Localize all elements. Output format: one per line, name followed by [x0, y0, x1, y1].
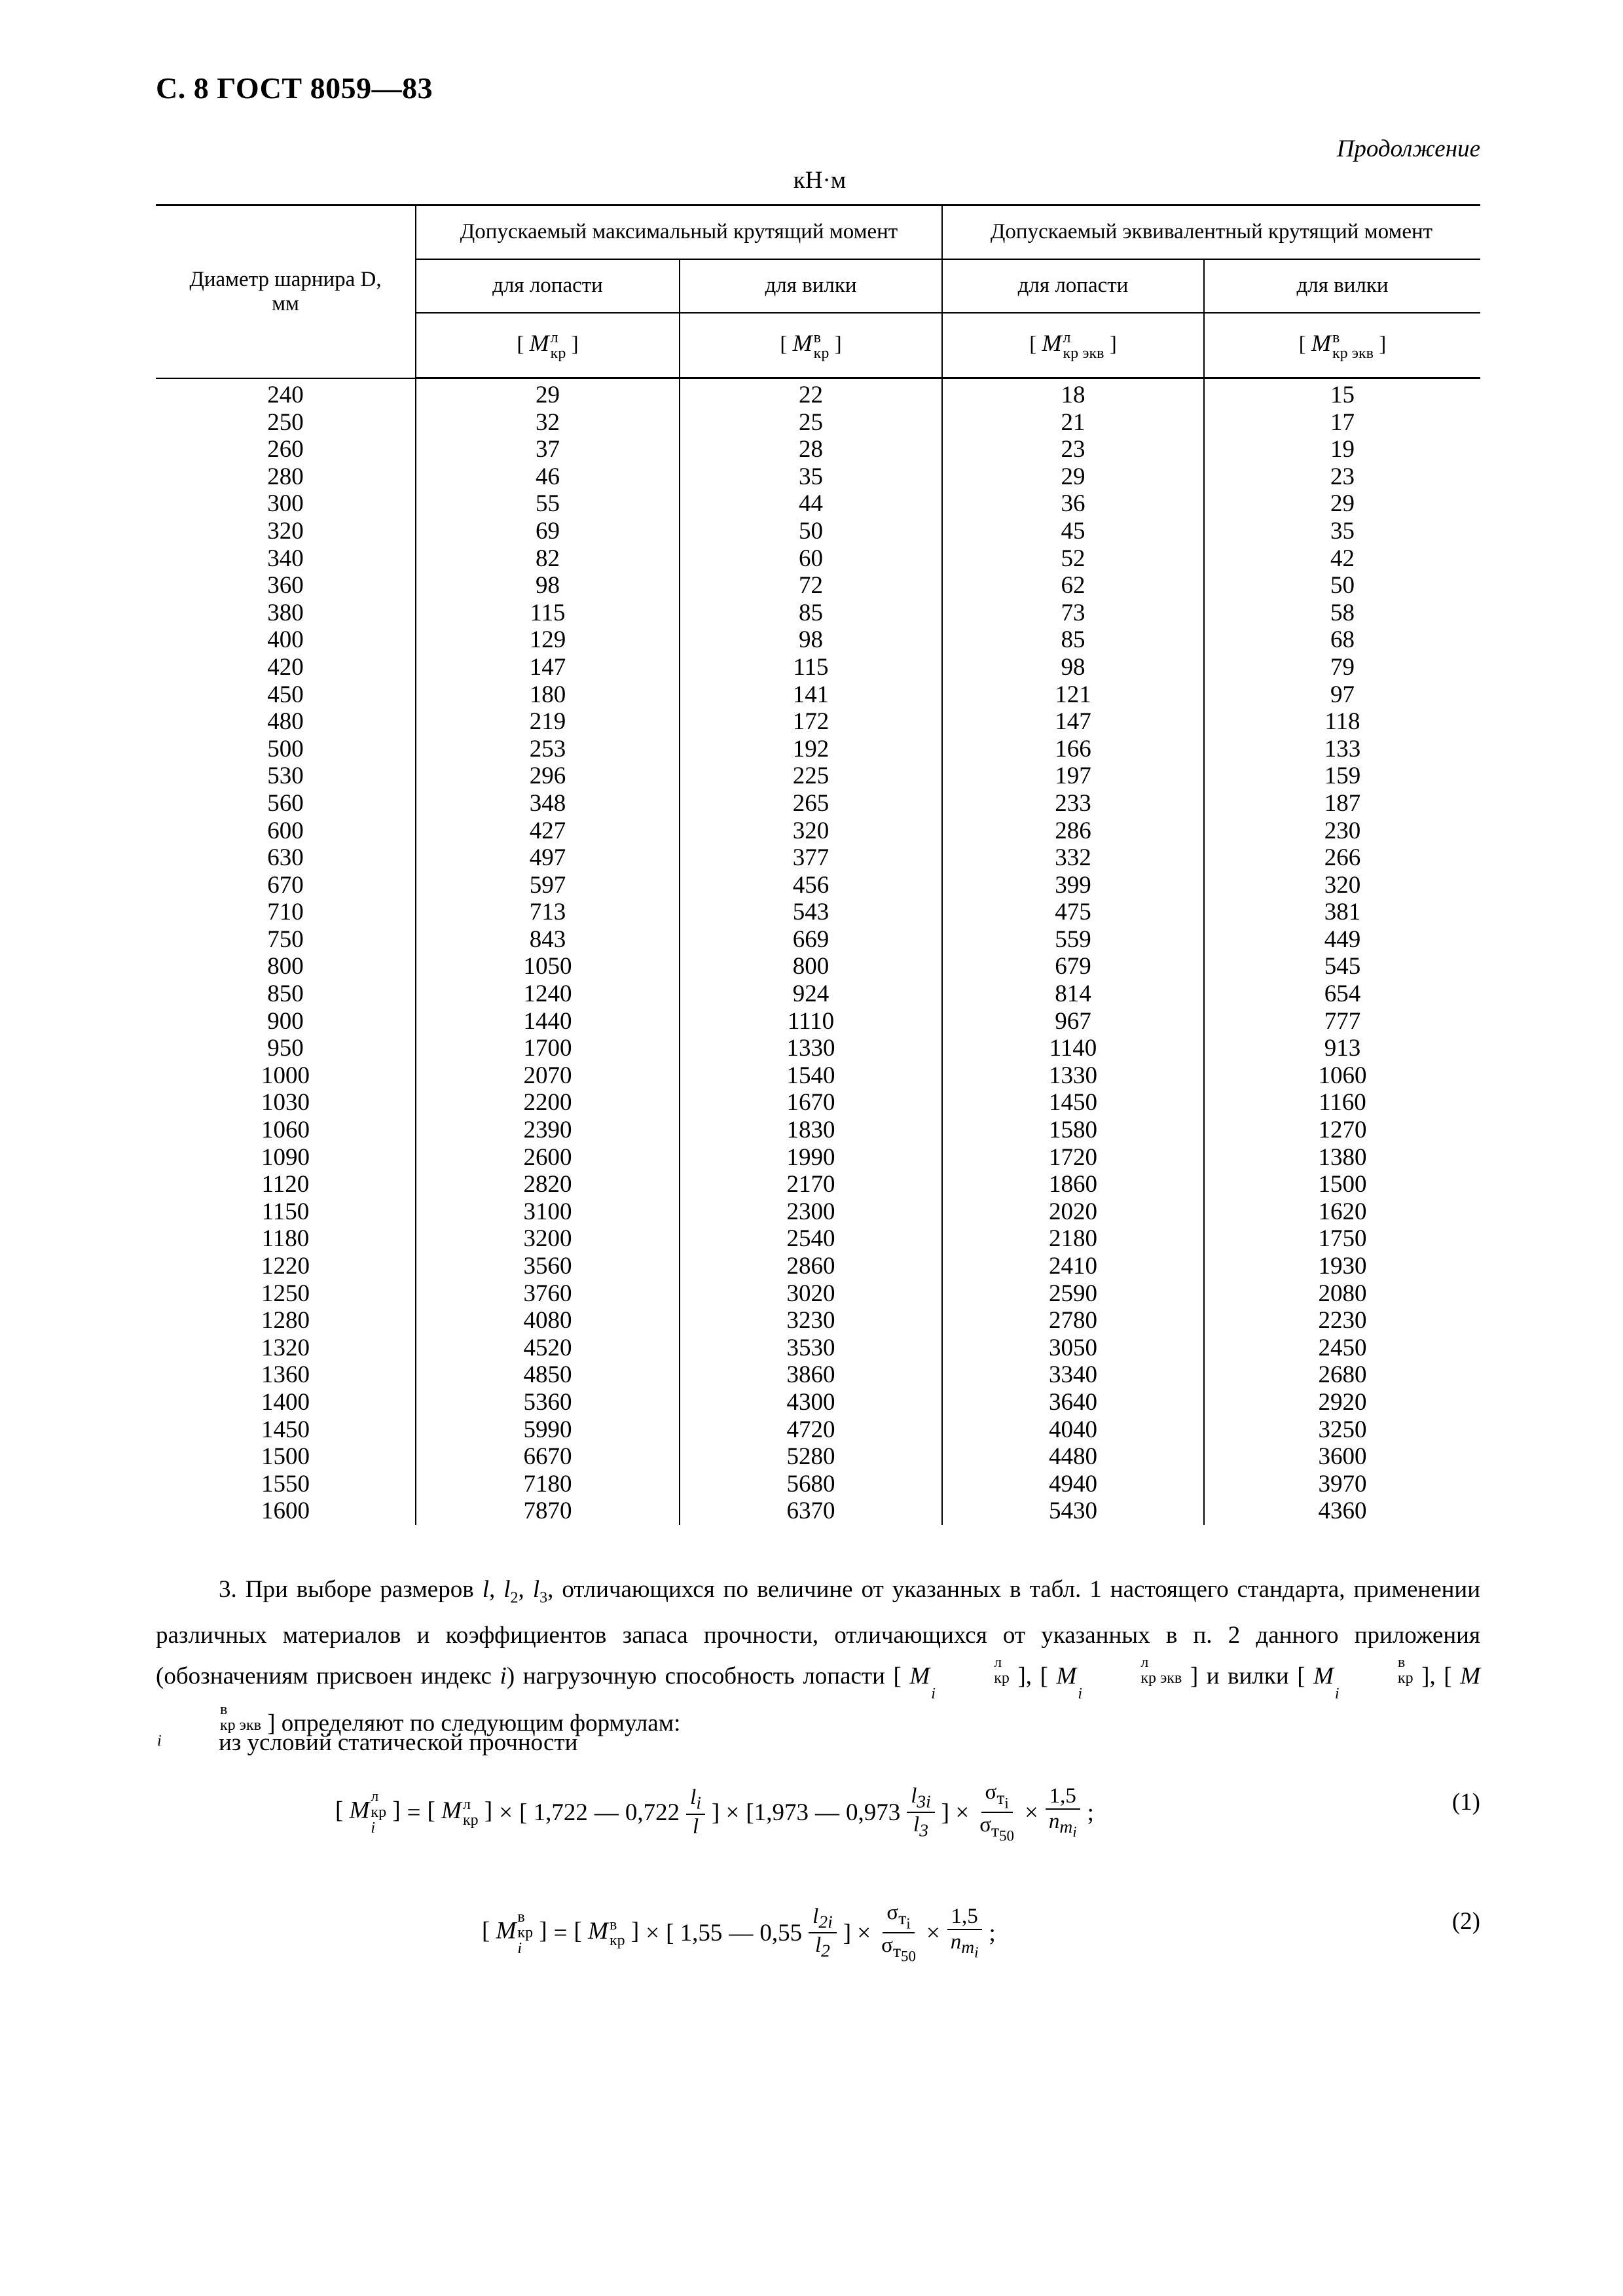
table-cell: 50 — [1204, 572, 1480, 600]
table-cell: 133 — [1204, 736, 1480, 763]
table-cell: 29 — [1204, 490, 1480, 518]
blade-equiv-header: для лопасти — [942, 259, 1204, 313]
table-row — [156, 1416, 1480, 1444]
table-cell: 98 — [680, 626, 942, 654]
table-row — [156, 518, 1480, 545]
equation-number-2: (2) — [1451, 1908, 1480, 1935]
table-row — [156, 1280, 1480, 1308]
table-cell: 4480 — [942, 1443, 1204, 1471]
table-cell: 480 — [156, 708, 416, 736]
blade-max-header: для лопасти — [416, 259, 680, 313]
table-cell: 1030 — [156, 1089, 416, 1117]
table-cell: 1050 — [416, 953, 680, 980]
table-cell: 1450 — [156, 1416, 416, 1444]
table-cell: 22 — [680, 378, 942, 409]
table-cell: 147 — [942, 708, 1204, 736]
table-cell: 360 — [156, 572, 416, 600]
table-cell: 399 — [942, 872, 1204, 899]
table-cell: 68 — [1204, 626, 1480, 654]
table-cell: 52 — [942, 545, 1204, 573]
table-cell: 3760 — [416, 1280, 680, 1308]
table-cell: 3560 — [416, 1253, 680, 1280]
table-cell: 710 — [156, 899, 416, 926]
table-cell: 1090 — [156, 1144, 416, 1172]
table-cell: 1120 — [156, 1171, 416, 1198]
equation-number-1: (1) — [1451, 1789, 1480, 1816]
table-cell: 69 — [416, 518, 680, 545]
table-cell: 1750 — [1204, 1225, 1480, 1253]
table-cell: 950 — [156, 1035, 416, 1062]
table-cell: 475 — [942, 899, 1204, 926]
table-cell: 381 — [1204, 899, 1480, 926]
table-cell: 159 — [1204, 762, 1480, 790]
table-cell: 543 — [680, 899, 942, 926]
table-cell: 2410 — [942, 1253, 1204, 1280]
table-row — [156, 1089, 1480, 1117]
table-cell: 1140 — [942, 1035, 1204, 1062]
table-cell: 2170 — [680, 1171, 942, 1198]
table-cell: 62 — [942, 572, 1204, 600]
table-cell: 42 — [1204, 545, 1480, 573]
table-cell: 2390 — [416, 1117, 680, 1144]
table-cell: 4720 — [680, 1416, 942, 1444]
table-cell: 1060 — [156, 1117, 416, 1144]
fork-equiv-header: для вилки — [1204, 259, 1480, 313]
table-cell: 3640 — [942, 1389, 1204, 1416]
table-row — [156, 1008, 1480, 1035]
table-cell: 679 — [942, 953, 1204, 980]
diameter-header-line1: Диаметр шарнира D, — [189, 267, 382, 291]
table-cell: 2600 — [416, 1144, 680, 1172]
table-cell: 3200 — [416, 1225, 680, 1253]
table-cell: 225 — [680, 762, 942, 790]
table-row — [156, 1335, 1480, 1362]
table-row — [156, 409, 1480, 437]
table-cell: 36 — [942, 490, 1204, 518]
table-cell: 147 — [416, 654, 680, 681]
table-cell: 6670 — [416, 1443, 680, 1471]
table-cell: 6370 — [680, 1498, 942, 1525]
table-cell: 97 — [1204, 681, 1480, 709]
table-cell: 654 — [1204, 980, 1480, 1008]
table-cell: 141 — [680, 681, 942, 709]
max-torque-header: Допускаемый максимальный крутящий момент — [416, 206, 942, 259]
table-cell: 427 — [416, 817, 680, 845]
table-cell: 4080 — [416, 1307, 680, 1335]
table-row — [156, 1443, 1480, 1471]
table-cell: 1720 — [942, 1144, 1204, 1172]
page-header: С. 8 ГОСТ 8059—83 — [156, 71, 433, 105]
table-cell: 129 — [416, 626, 680, 654]
table-row — [156, 600, 1480, 627]
table-cell: 21 — [942, 409, 1204, 437]
table-cell: 600 — [156, 817, 416, 845]
table-cell: 777 — [1204, 1008, 1480, 1035]
table-cell: 5430 — [942, 1498, 1204, 1525]
table-cell: 3250 — [1204, 1416, 1480, 1444]
continuation-label: Продолжение — [1336, 135, 1480, 162]
table-cell: 98 — [416, 572, 680, 600]
table-cell: 2230 — [1204, 1307, 1480, 1335]
table-cell: 1250 — [156, 1280, 416, 1308]
table-cell: 7870 — [416, 1498, 680, 1525]
table-cell: 265 — [680, 790, 942, 817]
table-cell: 3230 — [680, 1307, 942, 1335]
table-cell: 280 — [156, 463, 416, 491]
table-cell: 44 — [680, 490, 942, 518]
table-row — [156, 490, 1480, 518]
table-cell: 1380 — [1204, 1144, 1480, 1172]
table-cell: 18 — [942, 378, 1204, 409]
table-cell: 3530 — [680, 1335, 942, 1362]
table-cell: 32 — [416, 409, 680, 437]
table-row — [156, 654, 1480, 681]
table-row — [156, 681, 1480, 709]
table-cell: 669 — [680, 926, 942, 954]
table-cell: 3020 — [680, 1280, 942, 1308]
table-row — [156, 736, 1480, 763]
table-cell: 2860 — [680, 1253, 942, 1280]
table-row — [156, 1361, 1480, 1389]
table-cell: 2450 — [1204, 1335, 1480, 1362]
table-cell: 115 — [416, 600, 680, 627]
table-cell: 597 — [416, 872, 680, 899]
table-cell: 266 — [1204, 844, 1480, 872]
table-row — [156, 817, 1480, 845]
table-row — [156, 545, 1480, 573]
table-cell: 560 — [156, 790, 416, 817]
table-cell: 340 — [156, 545, 416, 573]
table-cell: 37 — [416, 436, 680, 463]
table-cell: 29 — [942, 463, 1204, 491]
table-row — [156, 872, 1480, 899]
table-cell: 320 — [1204, 872, 1480, 899]
table-row — [156, 953, 1480, 980]
table-row — [156, 1035, 1480, 1062]
table-cell: 2080 — [1204, 1280, 1480, 1308]
table-cell: 377 — [680, 844, 942, 872]
table-cell: 1580 — [942, 1117, 1204, 1144]
table-cell: 1280 — [156, 1307, 416, 1335]
table-cell: 1240 — [416, 980, 680, 1008]
table-cell: 29 — [416, 378, 680, 409]
paragraph-3: 3. При выборе размеров l, $l_2$, $l_3$, отличающихся по величине от указанных в табл. 1 настоящего стандарта, применении различных материалов и коэффициентов запаса прочности, отличающихся от указанных в п. 2 данного приложения (обозначениям присвоен индекс i) нагрузочную способность лопасти [ M л кр i ], [ M л кр экв i ] и вилки [ M в кр i ], [ M в кр экв i ] определяют по следующим формулам: — [156, 1576, 1481, 1750]
table-cell: 2200 — [416, 1089, 680, 1117]
table-row — [156, 708, 1480, 736]
table-cell: 192 — [680, 736, 942, 763]
table-cell: 23 — [1204, 463, 1480, 491]
equiv-torque-header: Допускаемый эквивалентный крутящий момент — [942, 206, 1480, 259]
table-cell: 1550 — [156, 1471, 416, 1498]
table-cell: 967 — [942, 1008, 1204, 1035]
table-cell: 1220 — [156, 1253, 416, 1280]
table-cell: 332 — [942, 844, 1204, 872]
table-cell: 72 — [680, 572, 942, 600]
diameter-header-line2: мм — [272, 291, 299, 315]
table-cell: 4300 — [680, 1389, 942, 1416]
table-cell: 449 — [1204, 926, 1480, 954]
formula-2: [ M в кр i ] = [ M в кр ] × [ 1,55 — 0,55 $\frac{l_{2i}}{l_2}$ ] × $\frac{\sigma_{т_i}}{\sigma_{т_{50}}}$ × $\frac{1,5}{n_{т_i}}$ ; — [482, 1901, 996, 1965]
table-row — [156, 1253, 1480, 1280]
fork-max-header: для вилки — [680, 259, 942, 313]
diameter-header — [156, 206, 416, 378]
table-cell: 1830 — [680, 1117, 942, 1144]
table-cell: 85 — [680, 600, 942, 627]
table-cell: 2820 — [416, 1171, 680, 1198]
table-cell: 1180 — [156, 1225, 416, 1253]
table-cell: 25 — [680, 409, 942, 437]
table-cell: 380 — [156, 600, 416, 627]
table-cell: 2300 — [680, 1198, 942, 1226]
table-row — [156, 980, 1480, 1008]
table-cell: 814 — [942, 980, 1204, 1008]
table-cell: 1360 — [156, 1361, 416, 1389]
table-cell: 58 — [1204, 600, 1480, 627]
table-cell: 60 — [680, 545, 942, 573]
table-cell: 456 — [680, 872, 942, 899]
table-cell: 3600 — [1204, 1443, 1480, 1471]
table-cell: 4940 — [942, 1471, 1204, 1498]
table-cell: 296 — [416, 762, 680, 790]
table-row — [156, 463, 1480, 491]
table-cell: 1600 — [156, 1498, 416, 1525]
table-row — [156, 1471, 1480, 1498]
table-cell: 500 — [156, 736, 416, 763]
table-cell: 3050 — [942, 1335, 1204, 1362]
table-cell: 98 — [942, 654, 1204, 681]
table-cell: 50 — [680, 518, 942, 545]
table-cell: 800 — [156, 953, 416, 980]
table-cell: 253 — [416, 736, 680, 763]
table-row — [156, 1389, 1480, 1416]
table-cell: 79 — [1204, 654, 1480, 681]
table-cell: 35 — [1204, 518, 1480, 545]
table-cell: 843 — [416, 926, 680, 954]
table-cell: 219 — [416, 708, 680, 736]
table-row — [156, 1198, 1480, 1226]
table-cell: 46 — [416, 463, 680, 491]
table-cell: 166 — [942, 736, 1204, 763]
table-cell: 924 — [680, 980, 942, 1008]
table-cell: 240 — [156, 378, 416, 409]
table-cell: 1330 — [942, 1062, 1204, 1090]
table-cell: 55 — [416, 490, 680, 518]
table-row — [156, 1144, 1480, 1172]
table-cell: 197 — [942, 762, 1204, 790]
table-cell: 1700 — [416, 1035, 680, 1062]
table-cell: 1670 — [680, 1089, 942, 1117]
formula-1: [ M л кр i ] = [ M л кр ] × [ 1,722 — 0,722 $\frac{l_i}{l}$ ] × [1,973 — 0,973 $\frac{l_{3i}}{l_3}$ ] × $\frac{\sigma_{т_i}}{\sigma_{т_{50}}}$ × $\frac{1,5}{n_{т_i}}$ ; — [335, 1780, 1094, 1844]
table-cell: 320 — [156, 518, 416, 545]
table-cell: 320 — [680, 817, 942, 845]
table-cell: 15 — [1204, 378, 1480, 409]
table-cell: 85 — [942, 626, 1204, 654]
table-cell: 850 — [156, 980, 416, 1008]
table-cell: 3860 — [680, 1361, 942, 1389]
table-cell: 4520 — [416, 1335, 680, 1362]
table-cell: 1330 — [680, 1035, 942, 1062]
table-cell: 230 — [1204, 817, 1480, 845]
table-cell: 1150 — [156, 1198, 416, 1226]
table-row — [156, 844, 1480, 872]
table-row — [156, 1307, 1480, 1335]
symbol-fork-equiv: [ M в кр экв ] — [1204, 313, 1480, 378]
table-cell: 1500 — [156, 1443, 416, 1471]
table-cell: 4360 — [1204, 1498, 1480, 1525]
table-cell: 23 — [942, 436, 1204, 463]
table-cell: 1270 — [1204, 1117, 1480, 1144]
table-cell: 1440 — [416, 1008, 680, 1035]
table-cell: 1110 — [680, 1008, 942, 1035]
table-cell: 250 — [156, 409, 416, 437]
table-cell: 180 — [416, 681, 680, 709]
table-cell: 233 — [942, 790, 1204, 817]
table-row — [156, 1171, 1480, 1198]
table-row — [156, 899, 1480, 926]
table-cell: 5680 — [680, 1471, 942, 1498]
table-cell: 187 — [1204, 790, 1480, 817]
table-cell: 2540 — [680, 1225, 942, 1253]
table-cell: 17 — [1204, 409, 1480, 437]
table-row — [156, 572, 1480, 600]
table-cell: 559 — [942, 926, 1204, 954]
table-cell: 3970 — [1204, 1471, 1480, 1498]
symbol-fork-max: [ M в кр ] — [680, 313, 942, 378]
table-cell: 118 — [1204, 708, 1480, 736]
table-cell: 1540 — [680, 1062, 942, 1090]
table-row — [156, 790, 1480, 817]
table-cell: 28 — [680, 436, 942, 463]
table-cell: 1400 — [156, 1389, 416, 1416]
table-cell: 750 — [156, 926, 416, 954]
unit-label: кН·м — [793, 167, 847, 194]
table-row — [156, 762, 1480, 790]
table-row — [156, 1062, 1480, 1090]
table-cell: 1160 — [1204, 1089, 1480, 1117]
table-cell: 286 — [942, 817, 1204, 845]
table-cell: 1620 — [1204, 1198, 1480, 1226]
table-cell: 1000 — [156, 1062, 416, 1090]
table-cell: 800 — [680, 953, 942, 980]
table-row — [156, 926, 1480, 954]
table-cell: 3100 — [416, 1198, 680, 1226]
table-cell: 913 — [1204, 1035, 1480, 1062]
table-cell: 5280 — [680, 1443, 942, 1471]
table-cell: 2780 — [942, 1307, 1204, 1335]
table-row — [156, 1117, 1480, 1144]
table-cell: 400 — [156, 626, 416, 654]
table-cell: 45 — [942, 518, 1204, 545]
table-cell: 545 — [1204, 953, 1480, 980]
table-cell: 900 — [156, 1008, 416, 1035]
table-cell: 348 — [416, 790, 680, 817]
table-cell: 4850 — [416, 1361, 680, 1389]
table-cell: 35 — [680, 463, 942, 491]
table-cell: 497 — [416, 844, 680, 872]
table-cell: 1500 — [1204, 1171, 1480, 1198]
table-cell: 300 — [156, 490, 416, 518]
table-cell: 1320 — [156, 1335, 416, 1362]
table-cell: 260 — [156, 436, 416, 463]
table-cell: 2680 — [1204, 1361, 1480, 1389]
table-cell: 82 — [416, 545, 680, 573]
table-cell: 5360 — [416, 1389, 680, 1416]
static-condition-text: из условий статической прочности — [219, 1729, 578, 1756]
table-cell: 115 — [680, 654, 942, 681]
table-cell: 1060 — [1204, 1062, 1480, 1090]
table-cell: 670 — [156, 872, 416, 899]
table-cell: 1990 — [680, 1144, 942, 1172]
table-cell: 3340 — [942, 1361, 1204, 1389]
table-cell: 73 — [942, 600, 1204, 627]
table-row — [156, 378, 1480, 409]
table-cell: 5990 — [416, 1416, 680, 1444]
table-cell: 172 — [680, 708, 942, 736]
table-row — [156, 1498, 1480, 1525]
table-cell: 630 — [156, 844, 416, 872]
table-row — [156, 1225, 1480, 1253]
table-cell: 450 — [156, 681, 416, 709]
table-cell: 121 — [942, 681, 1204, 709]
symbol-blade-equiv: [ M л кр экв ] — [942, 313, 1204, 378]
table-cell: 19 — [1204, 436, 1480, 463]
table-cell: 420 — [156, 654, 416, 681]
symbol-blade-max: [ M л кр ] — [416, 313, 680, 378]
table-cell: 4040 — [942, 1416, 1204, 1444]
table-row — [156, 626, 1480, 654]
table-cell: 1450 — [942, 1089, 1204, 1117]
table-cell: 7180 — [416, 1471, 680, 1498]
table-cell: 1930 — [1204, 1253, 1480, 1280]
table-row — [156, 436, 1480, 463]
table-cell: 1860 — [942, 1171, 1204, 1198]
table-cell: 2590 — [942, 1280, 1204, 1308]
table-cell: 713 — [416, 899, 680, 926]
torque-table — [156, 204, 1480, 1525]
table-cell: 2020 — [942, 1198, 1204, 1226]
table-cell: 2070 — [416, 1062, 680, 1090]
table-cell: 530 — [156, 762, 416, 790]
table-cell: 2920 — [1204, 1389, 1480, 1416]
table-cell: 2180 — [942, 1225, 1204, 1253]
